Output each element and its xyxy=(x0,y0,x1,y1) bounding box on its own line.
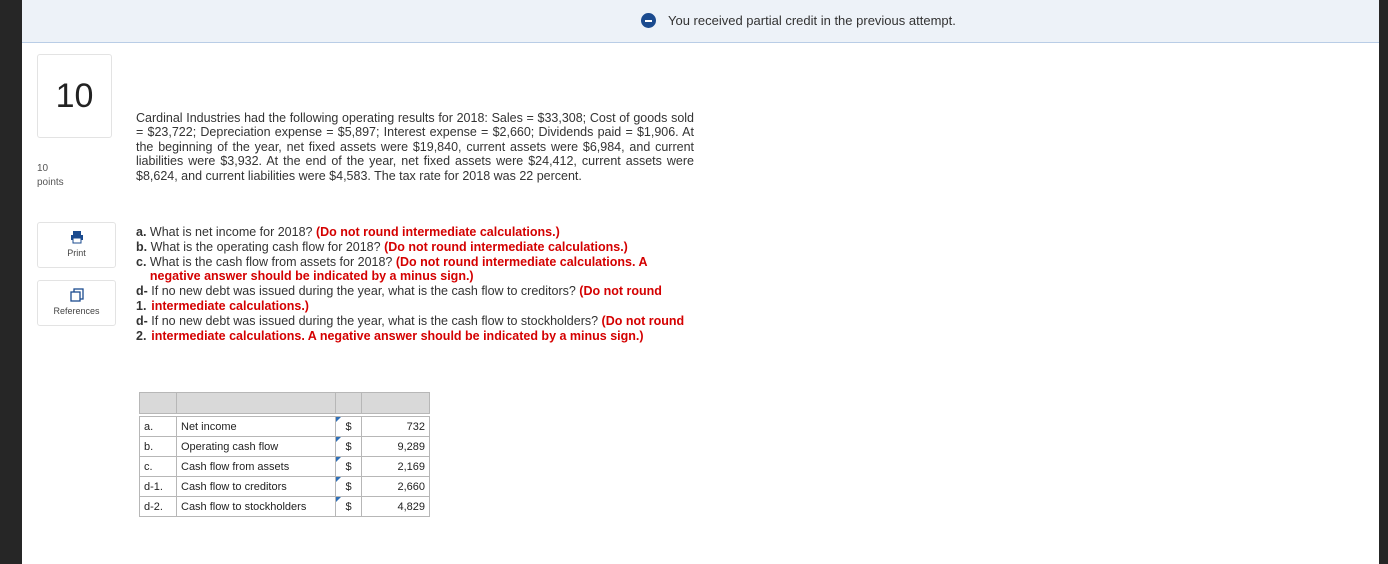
answer-flag-icon xyxy=(336,477,341,482)
row-description: Net income xyxy=(177,417,336,437)
part-a xyxy=(136,225,696,240)
answer-flag-icon xyxy=(336,497,341,502)
question-number: 10 xyxy=(37,54,112,138)
answer-table-header xyxy=(140,393,430,414)
row-label: b. xyxy=(140,437,177,457)
part-text: If no new debt was issued during the year, what is the cash flow to stockholders? xyxy=(151,313,602,328)
answer-input[interactable]: 9,289 xyxy=(362,437,430,457)
answer-flag-icon xyxy=(336,457,341,462)
references-label: References xyxy=(53,306,100,316)
assignment-page xyxy=(22,0,1379,564)
part-label: d- xyxy=(136,313,152,328)
currency-symbol: $ xyxy=(345,500,352,513)
part-note: (Do not round intermediate calculations.) xyxy=(384,239,628,254)
answer-input[interactable]: 732 xyxy=(362,417,430,437)
part-text: What is the cash flow from assets for 2018? xyxy=(149,254,396,269)
row-description: Cash flow from assets xyxy=(177,457,336,477)
part-sublabel: 1. xyxy=(136,298,150,313)
part-text: What is the operating cash flow for 2018? xyxy=(150,239,385,254)
partial-credit-banner xyxy=(22,0,1379,43)
question-prompt: Cardinal Industries had the following operating results for 2018: Sales = $33,308; Cost of goods sold = $23,722; Depreciation expense = $5,897; Interest expense = $2,660; Dividends paid = $1,906. At the beginning of the year, net fixed assets were $19,840, current assets were $6,984, and current liabilities were $3,932. At the end of the year, net fixed assets were $24,412, current assets were $8,624, and current liabilities were $4,583. The tax rate for 2018 was 22 percent. xyxy=(136,111,694,183)
part-d2 xyxy=(136,314,696,344)
currency-symbol: $ xyxy=(345,460,352,473)
answer-row-b xyxy=(140,437,430,457)
part-text: If no new debt was issued during the year, what is the cash flow to creditors? xyxy=(151,284,580,299)
answer-input[interactable]: 2,169 xyxy=(362,457,430,477)
currency-symbol: $ xyxy=(345,420,352,433)
part-text: What is net income for 2018? xyxy=(149,225,316,239)
row-description: Cash flow to stockholders xyxy=(177,497,336,517)
answer-row-a xyxy=(140,417,430,437)
part-note: (Do not round intermediate calculations.) xyxy=(315,225,560,239)
answer-row-d2 xyxy=(140,497,430,517)
part-label: c. xyxy=(136,254,150,269)
banner-message: You received partial credit in the previous attempt. xyxy=(668,13,956,28)
minus-circle-icon xyxy=(641,13,656,28)
print-button[interactable] xyxy=(37,222,116,268)
part-sublabel: 2. xyxy=(136,328,150,343)
answer-row-c xyxy=(140,457,430,477)
answer-flag-icon xyxy=(336,417,341,422)
part-note: (Do xyxy=(601,313,623,328)
currency-symbol: $ xyxy=(345,440,352,453)
part-note-cont: not round intermediate calculations. A negative answer should be indicated by a minus sign.) xyxy=(151,313,685,343)
row-description: Cash flow to creditors xyxy=(177,477,336,497)
row-description: Operating cash flow xyxy=(177,437,336,457)
print-label: Print xyxy=(67,248,86,258)
answer-input[interactable]: 4,829 xyxy=(362,497,430,517)
part-note: (Do not round intermediate calculations. A negative answer should be indicated by a minus sign.) xyxy=(149,254,648,284)
answer-flag-icon xyxy=(336,437,341,442)
question-parts xyxy=(136,225,696,343)
row-label: c. xyxy=(140,457,177,477)
row-label: d-2. xyxy=(140,497,177,517)
printer-icon xyxy=(70,230,84,244)
answer-input[interactable]: 2,660 xyxy=(362,477,430,497)
part-d1 xyxy=(136,284,696,314)
part-label: d- xyxy=(136,284,152,299)
part-note-cont: round intermediate calculations.) xyxy=(151,284,662,313)
answer-row-d1 xyxy=(140,477,430,497)
part-c xyxy=(136,255,696,285)
row-label: d-1. xyxy=(140,477,177,497)
answer-table xyxy=(139,392,430,517)
documents-icon xyxy=(70,288,84,302)
points-info xyxy=(37,162,64,190)
points-label: points xyxy=(37,177,64,188)
references-button[interactable] xyxy=(37,280,116,326)
part-label: b. xyxy=(136,239,151,254)
currency-symbol: $ xyxy=(345,480,352,493)
part-note: (Do not xyxy=(579,284,624,299)
part-b xyxy=(136,240,696,255)
part-label: a. xyxy=(136,225,150,239)
points-value: 10 xyxy=(37,163,49,174)
row-label: a. xyxy=(140,417,177,437)
